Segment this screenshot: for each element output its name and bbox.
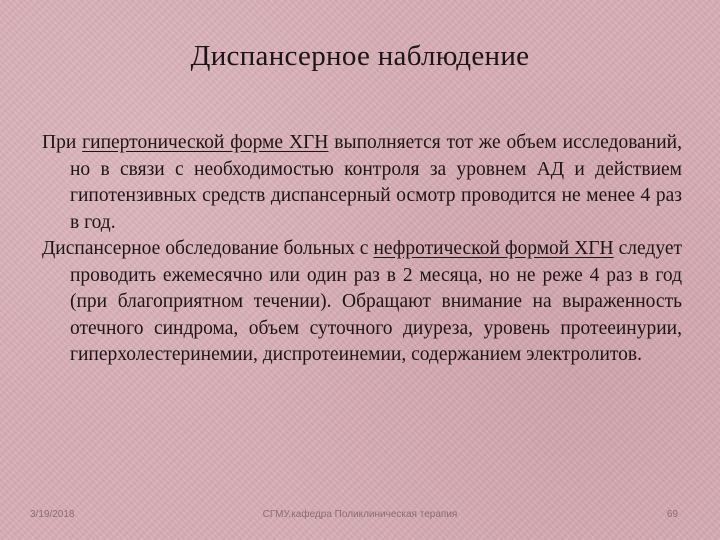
paragraph-2-suffix: следует проводить ежемесячно или один раз в 2 месяца, но не реже 4 раз в год (при благоприятном течении). Обращают внимание на выраженность отечного синдрома, объем суточного диуреза, уровень протееинурии, гиперхолестеринемии, диспротеинемии, содержанием электролитов. [70, 238, 682, 365]
paragraph-nephrotic [42, 236, 682, 369]
slide-body [42, 130, 682, 369]
footer-date: 3/19/2018 [30, 509, 75, 520]
paragraph-hypertonic [42, 130, 682, 236]
footer-page-number: 69 [666, 509, 678, 520]
paragraph-2-underlined-2: формой ХГН [504, 238, 614, 259]
paragraph-1-prefix: При [42, 132, 83, 153]
paragraph-1-suffix: выполняется тот же объем исследований, но в связи с необходимостью контроля за уровнем АД и действием гипотензивных средств диспансерный осмотр проводится не менее 4 раз в год. [70, 132, 682, 233]
paragraph-2-underlined-1: нефротической [373, 238, 505, 259]
paragraph-1-underlined: гипертонической форме ХГН [82, 132, 329, 153]
paragraph-2-prefix: Диспансерное обследование больных с [42, 238, 374, 259]
footer-department: СГМУ,кафедра Поликлиническая терапия [262, 509, 458, 520]
slide-title: Диспансерное наблюдение [190, 40, 530, 72]
